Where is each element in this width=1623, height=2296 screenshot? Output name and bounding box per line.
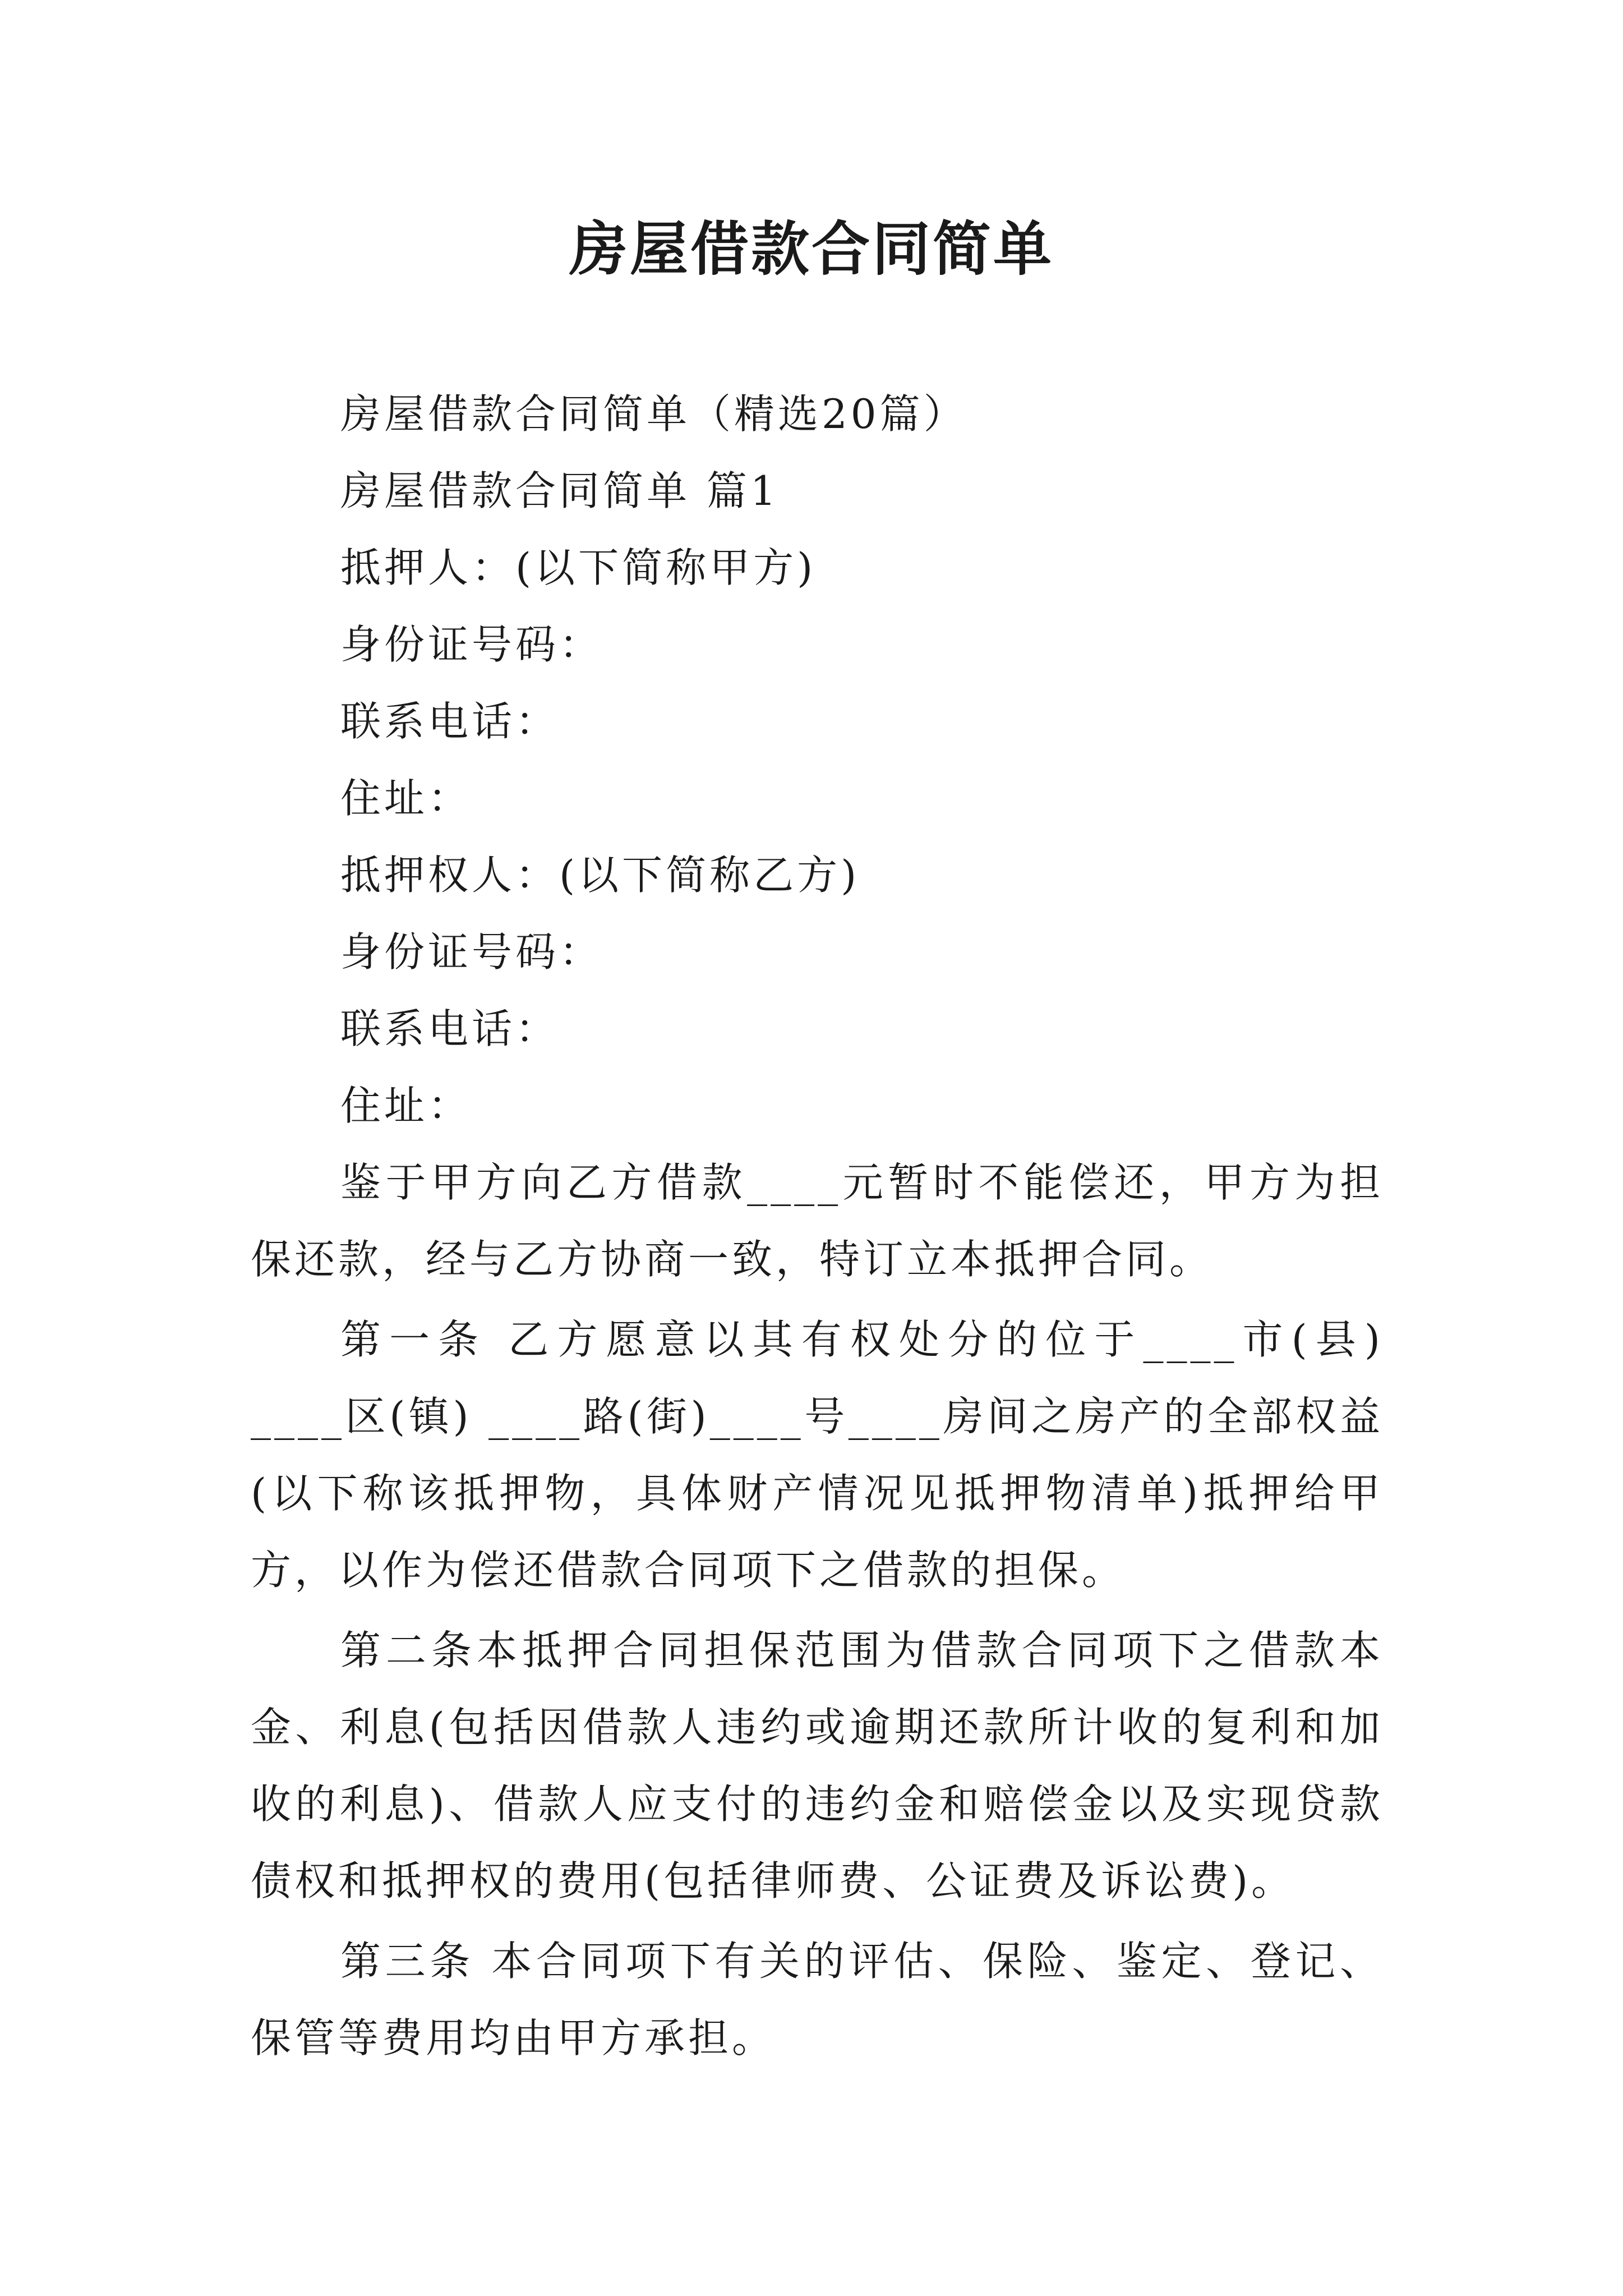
mortgagee-address-line: 住址： (340, 1082, 472, 1129)
section-heading: 房屋借款合同简单 篇1 (340, 467, 780, 514)
article-1-paragraph: 第一条 乙方愿意以其有权处分的位于____市(县) ____区(镇) ____路(街)____号____房间之房产的全部权益(以下称该抵押物，具体财产情况见抵押物清单)抵押给甲方，以作为偿还借款合同项下之借款的担保。 (251, 1316, 1384, 1594)
mortgagor-address-line: 住址： (340, 775, 472, 822)
mortgagor-id-line: 身份证号码： (340, 621, 603, 668)
document-body (251, 376, 1384, 2077)
article-2-paragraph: 第二条本抵押合同担保范围为借款合同项下之借款本金、利息(包括因借款人违约或逾期还款所计收的复利和加收的利息)、借款人应支付的违约金和赔偿金以及实现贷款债权和抵押权的费用(包括律师费、公证费及诉讼费)。 (251, 1627, 1384, 1904)
mortgagee-id-line: 身份证号码： (340, 928, 603, 976)
article-3-paragraph: 第三条 本合同项下有关的评估、保险、鉴定、登记、保管等费用均由甲方承担。 (251, 1938, 1384, 2062)
subtitle-line: 房屋借款合同简单（精选20篇） (340, 390, 967, 438)
mortgagee-line: 抵押权人：(以下简称乙方) (340, 852, 860, 899)
document-title: 房屋借款合同简单 (569, 214, 1054, 283)
preamble-paragraph: 鉴于甲方向乙方借款____元暂时不能偿还，甲方为担保还款，经与乙方协商一致，特订立本抵押合同。 (251, 1159, 1384, 1283)
mortgagor-line: 抵押人：(以下简称甲方) (340, 544, 817, 591)
mortgagee-phone-line: 联系电话： (340, 1005, 560, 1052)
mortgagor-phone-line: 联系电话： (340, 698, 560, 745)
